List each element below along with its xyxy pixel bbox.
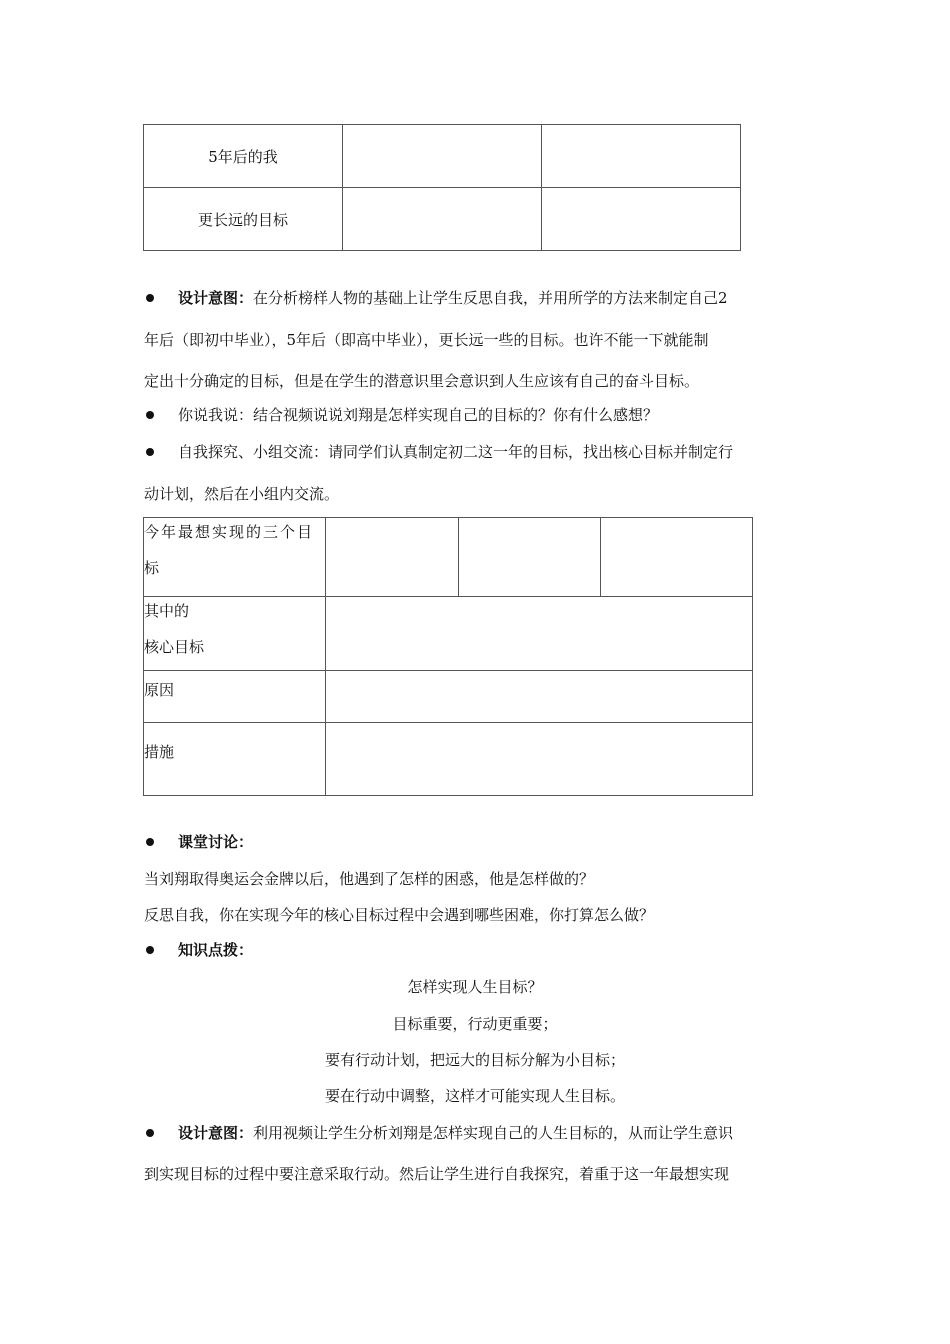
- measures-label-cell: 措施: [144, 723, 326, 796]
- design-intent-title: 设计意图：: [178, 289, 254, 307]
- bullet-icon: [146, 1129, 154, 1137]
- table-cell: [542, 125, 741, 188]
- design-intent-line: 到实现目标的过程中要注意采取行动。然后让学生进行自我探究，着重于这一年最想实现: [144, 1165, 730, 1183]
- knowledge-line: 要在行动中调整，这样才可能实现人生目标。: [324, 1087, 625, 1105]
- table-row: [144, 188, 741, 251]
- table-cell: [542, 188, 741, 251]
- bullet-icon: [146, 448, 154, 456]
- design-intent-text: 在分析榜样人物的基础上让学生反思自我，并用所学的方法来制定自己2: [253, 289, 728, 307]
- measures-cell: [326, 723, 753, 796]
- discussion-title: 课堂讨论：: [178, 833, 254, 851]
- goal-cell: [601, 518, 753, 597]
- design-intent-paragraph-2: [178, 1123, 733, 1143]
- table-row: [144, 723, 753, 796]
- design-intent-title: 设计意图：: [178, 1124, 254, 1142]
- goals-label-line: 标: [144, 559, 160, 577]
- bullet-icon: [146, 294, 154, 302]
- explore-prompt: 自我探究、小组交流：请同学们认真制定初二这一年的目标，找出核心目标并制定行: [178, 443, 734, 461]
- reason-label-cell: 原因: [144, 671, 326, 723]
- bullet-icon: [146, 838, 154, 846]
- design-intent-line: 年后（即初中毕业），5年后（即高中毕业），更长远一些的目标。也许不能一下就能制: [144, 331, 709, 349]
- design-intent-paragraph-1: [178, 288, 728, 308]
- design-intent-text: 利用视频让学生分析刘翔是怎样实现自己的人生目标的，从而让学生意识: [253, 1124, 734, 1142]
- bullet-icon: [146, 946, 154, 954]
- table-cell-label: 更长远的目标: [144, 188, 343, 251]
- say-prompt: 你说我说：结合视频说说刘翔是怎样实现自己的目标的？你有什么感想？: [178, 406, 659, 424]
- table-cell: [343, 188, 542, 251]
- bullet-icon: [146, 411, 154, 419]
- knowledge-line: 要有行动计划，把远大的目标分解为小目标；: [324, 1051, 625, 1069]
- core-label-line: 其中的: [144, 602, 190, 620]
- goal-cell: [459, 518, 601, 597]
- table-row: [144, 597, 753, 671]
- goal-cell: [326, 518, 459, 597]
- discussion-question: 当刘翔取得奥运会金牌以后，他遇到了怎样的困惑，他是怎样做的？: [144, 870, 595, 888]
- yearly-goals-table: [143, 517, 753, 796]
- core-label-line: 核心目标: [144, 638, 205, 656]
- goals-label-line: 今年最想实现的三个目: [144, 523, 315, 541]
- explore-prompt-line: 动计划，然后在小组内交流。: [144, 485, 340, 503]
- reason-cell: [326, 671, 753, 723]
- design-intent-line: 定出十分确定的目标，但是在学生的潜意识里会意识到人生应该有自己的奋斗目标。: [144, 372, 700, 390]
- future-goals-table: [143, 124, 741, 251]
- core-goal-cell: [326, 597, 753, 671]
- table-row: [144, 125, 741, 188]
- table-cell: [343, 125, 542, 188]
- table-cell-label: 5年后的我: [144, 125, 343, 188]
- knowledge-line: 怎样实现人生目标？: [407, 978, 543, 996]
- goals-label-cell: [144, 518, 326, 597]
- discussion-question: 反思自我，你在实现今年的核心目标过程中会遇到哪些困难，你打算怎么做？: [144, 906, 655, 924]
- knowledge-line: 目标重要，行动更重要；: [392, 1015, 558, 1033]
- table-row: [144, 671, 753, 723]
- knowledge-title: 知识点拨：: [178, 941, 254, 959]
- core-label-cell: [144, 597, 326, 671]
- table-row: [144, 518, 753, 597]
